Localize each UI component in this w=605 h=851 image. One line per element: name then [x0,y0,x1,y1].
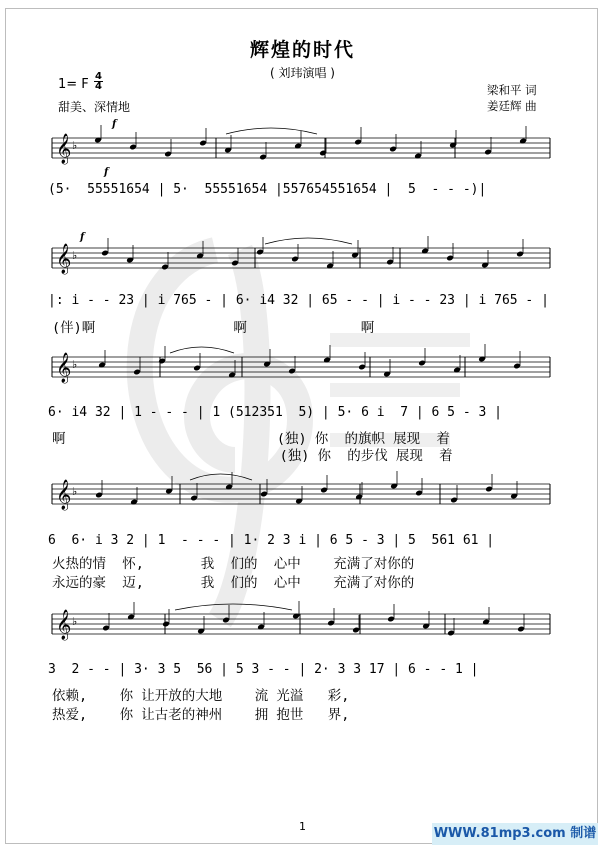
treble-clef-icon: 𝄞 [56,244,72,274]
time-bottom: 4 [95,81,102,92]
composer-credit: 姜廷辉 曲 [487,99,537,113]
lyric-line-1: (伴)啊 啊 啊 [52,320,375,336]
dynamic-f-2: f [104,167,109,178]
dynamic-f-1: f [112,119,117,130]
slur [170,347,234,353]
time-signature [94,72,103,91]
slur [265,238,352,244]
lyric-line-5: 永远的豪 迈, 我 们的 心中 充满了对你的 [52,575,415,591]
flat-icon: ♭ [72,249,78,262]
watermark-lines [330,340,470,440]
song-subtitle: ( 刘玮演唱 ) [270,66,335,80]
flat-icon: ♭ [72,485,78,498]
flat-icon: ♭ [72,139,78,152]
lyric-line-7: 热爱, 你 让古老的神州 拥 抱世 界, [52,707,350,723]
key-signature: 1= F [58,77,89,92]
jianpu-line-4: 6 6· i 3 2 | 1 - - - | 1· 2 3 i | 6 5 - 3 | 5 561 61 | [48,533,495,548]
treble-clef-icon: 𝄞 [56,134,72,164]
tempo-marking: 甜美、深情地 [58,100,131,114]
dynamic-f-3: f [80,232,85,243]
lyric-line-3: (独) 你 的步伐 展现 着 [52,448,453,464]
jianpu-line-1: (5· 55551654 | 5· 55551654 |557654551654 | 5 - - -)| [48,182,487,197]
treble-clef-icon: 𝄞 [56,353,72,383]
lyric-line-6: 依赖, 你 让开放的大地 流 光溢 彩, [52,688,350,704]
page-number: 1 [299,820,306,833]
jianpu-line-2: |: i - - 23 | i 765 - | 6· i4 32 | 65 - - | i - - 23 | i 765 - | [48,293,549,308]
jianpu-line-5: 3 2 - - | 3· 3 5 56 | 5 3 - - | 2· 3 3 17 | 6 - - 1 | [48,662,479,677]
lyric-line-2: 啊 (独) 你 的旗帜 展现 着 [52,431,450,447]
lyric-line-4: 火热的情 怀, 我 们的 心中 充满了对你的 [52,556,415,572]
slur [226,128,317,134]
lyricist-credit: 梁和平 词 [487,83,537,97]
time-top: 4 [95,71,102,82]
jianpu-line-3: 6· i4 32 | 1 - - - | 1 (512351 5) | 5· 6 i 7 | 6 5 - 3 | [48,405,502,420]
flat-icon: ♭ [72,615,78,628]
treble-clef-icon: 𝄞 [56,480,72,510]
treble-clef-icon: 𝄞 [56,610,72,640]
song-title: 辉煌的时代 [249,39,355,61]
site-watermark: WWW.81mp3.com 制谱 [432,823,598,845]
flat-icon: ♭ [72,358,78,371]
